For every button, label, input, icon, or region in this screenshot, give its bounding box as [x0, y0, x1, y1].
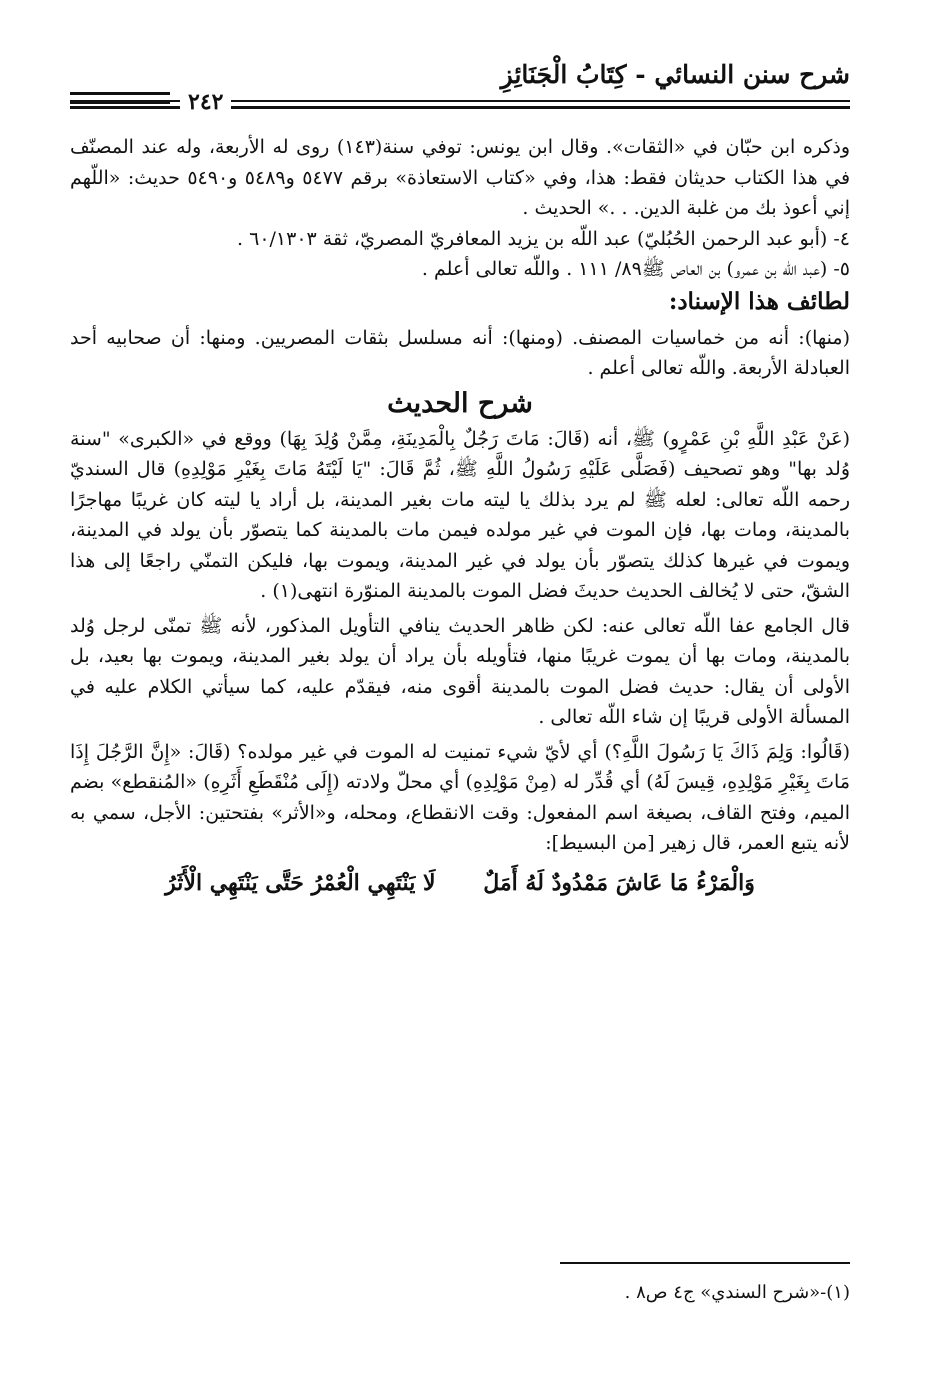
narrator-item-4: ٤- (أبو عبد الرحمن الحُبُليّ) عبد اللّه بن يزيد المعافريّ المصريّ، ثقة ٦٠/١٣٠٣ .: [237, 227, 850, 250]
footnote-divider: [560, 1262, 850, 1264]
verse-hemistich-2: لَا يَنْتَهِي الْعُمْرُ حَتَّى يَنْتَهِي الْأَثَرُ: [165, 869, 436, 896]
poetry-verse: [70, 865, 850, 901]
main-text: [70, 132, 850, 901]
footnote: (١)-«شرح السندي» ج٤ ص٨ .: [624, 1282, 850, 1303]
narrator-paragraph: وذكره ابن حبّان في «الثقات». وقال ابن يونس: توفي سنة(١٤٣) روى له الأربعة، وله عند المصنّف في هذا الكتاب حديثان فقط: هذا، وفي «كتاب الاستعاذة» برقم ٥٤٧٧ و٥٤٨٩ و٥٤٩٠ حديث: «اللّهم إني أعوذ بك من غلبة الدين. . .» الحديث .: [70, 136, 851, 219]
lataif-heading: لطائف هذا الإسناد:: [668, 287, 850, 315]
sharh-paragraph-3: (قَالُوا: وَلِمَ ذَاكَ يَا رَسُولَ اللَّهِ؟) أي لأيّ شيء تمنيت له الموت في غير مولده؟ (قَالَ: «إِنَّ الرَّجُلَ إِذَا مَاتَ بِغَيْرِ مَوْلِدِهِ، قِيسَ لَهُ) أي قُدِّر له (مِنْ مَوْلِدِهِ) أي محلّ ولادته (إِلَى مُنْقَطَعِ أَثَرِهِ) «المُنقطع» بضم الميم، وفتح القاف، بصيغة اسم المفعول: وقت الانقطاع، ومحله، و«الأثر» بفتحتين: الأجل، سمي به لأنه يتبع العمر، قال زهير [من البسيط]:: [70, 740, 850, 854]
sharh-heading: شرح الحديث: [387, 387, 533, 419]
sharh-paragraph-2: قال الجامع عفا اللّه تعالى عنه: لكن ظاهر الحديث ينافي التأويل المذكور، لأنه ﷺ تمنّى لرجل وُلد بالمدينة، ومات بها أن يموت غريبًا منها، فتأويله بأن يراد أن يولد بغير المدينة، ويموت بها بعيد، بل الأولى أن يقال: حديث فضل الموت بالمدينة أقوى منه، فيقدّم عليه، كما سيأتي الكلام عليه في المسألة الأولى قريبًا إن شاء اللّه تعالى .: [70, 614, 850, 728]
verse-hemistich-1: وَالْمَرْءُ مَا عَاشَ مَمْدُودٌ لَهُ أَمَلٌ: [483, 869, 755, 896]
header-rule-left-lower: [70, 101, 170, 104]
page-header: [70, 60, 850, 115]
page-number: ٢٤٢: [180, 90, 231, 114]
sharh-paragraph-1: (عَنْ عَبْدِ اللَّهِ بْنِ عَمْرٍو) ﷺ، أنه (قَالَ: مَاتَ رَجُلٌ بِالْمَدِينَةِ، مِمَّنْ وُلِدَ بِهَا) ووقع في «الكبرى» "سنة وُلد بها" وهو تصحيف (فَصَلَّى عَلَيْهِ رَسُولُ اللَّهِ ﷺ، ثُمَّ قَالَ: "يَا لَيْتَهُ مَاتَ بِغَيْرِ مَوْلِدِهِ) قال السنديّ رحمه اللّه تعالى: لعله ﷺ لم يرد بذلك يا ليته مات بغير المدينة، بل أراد يا ليته كان غريبًا مهاجرًا بالمدينة، ومات بها، فإن الموت في غير مولده فيمن مات بالمدينة كما يتصوّر بأن يولد في المدينة، ويموت في غيرها كذلك يتصوّر بأن يولد في غير المدينة، ويموت بها، فليكن التمنّي راجعًا إلى هذا الشقّ، حتى لا يُخالف الحديث حديثَ فضل الموت بالمدينة المنوّرة انتهى(١) .: [70, 427, 850, 602]
lataif-text: (منها): أنه من خماسيات المصنف. (ومنها): أنه مسلسل بثقات المصريين. ومنها: أن صحابيه أحد العبادلة الأربعة. واللّه تعالى أعلم .: [70, 326, 850, 379]
running-title: شرح سنن النسائي - كِتَابُ الْجَنَائِزِ: [500, 60, 850, 89]
narrator-item-5: ٥- (عبد اللّه بن عمرو) بن العاص ﷺ٨٩/ ١١١ . واللّه تعالى أعلم .: [421, 258, 850, 280]
header-rule-left-upper: [70, 92, 170, 95]
